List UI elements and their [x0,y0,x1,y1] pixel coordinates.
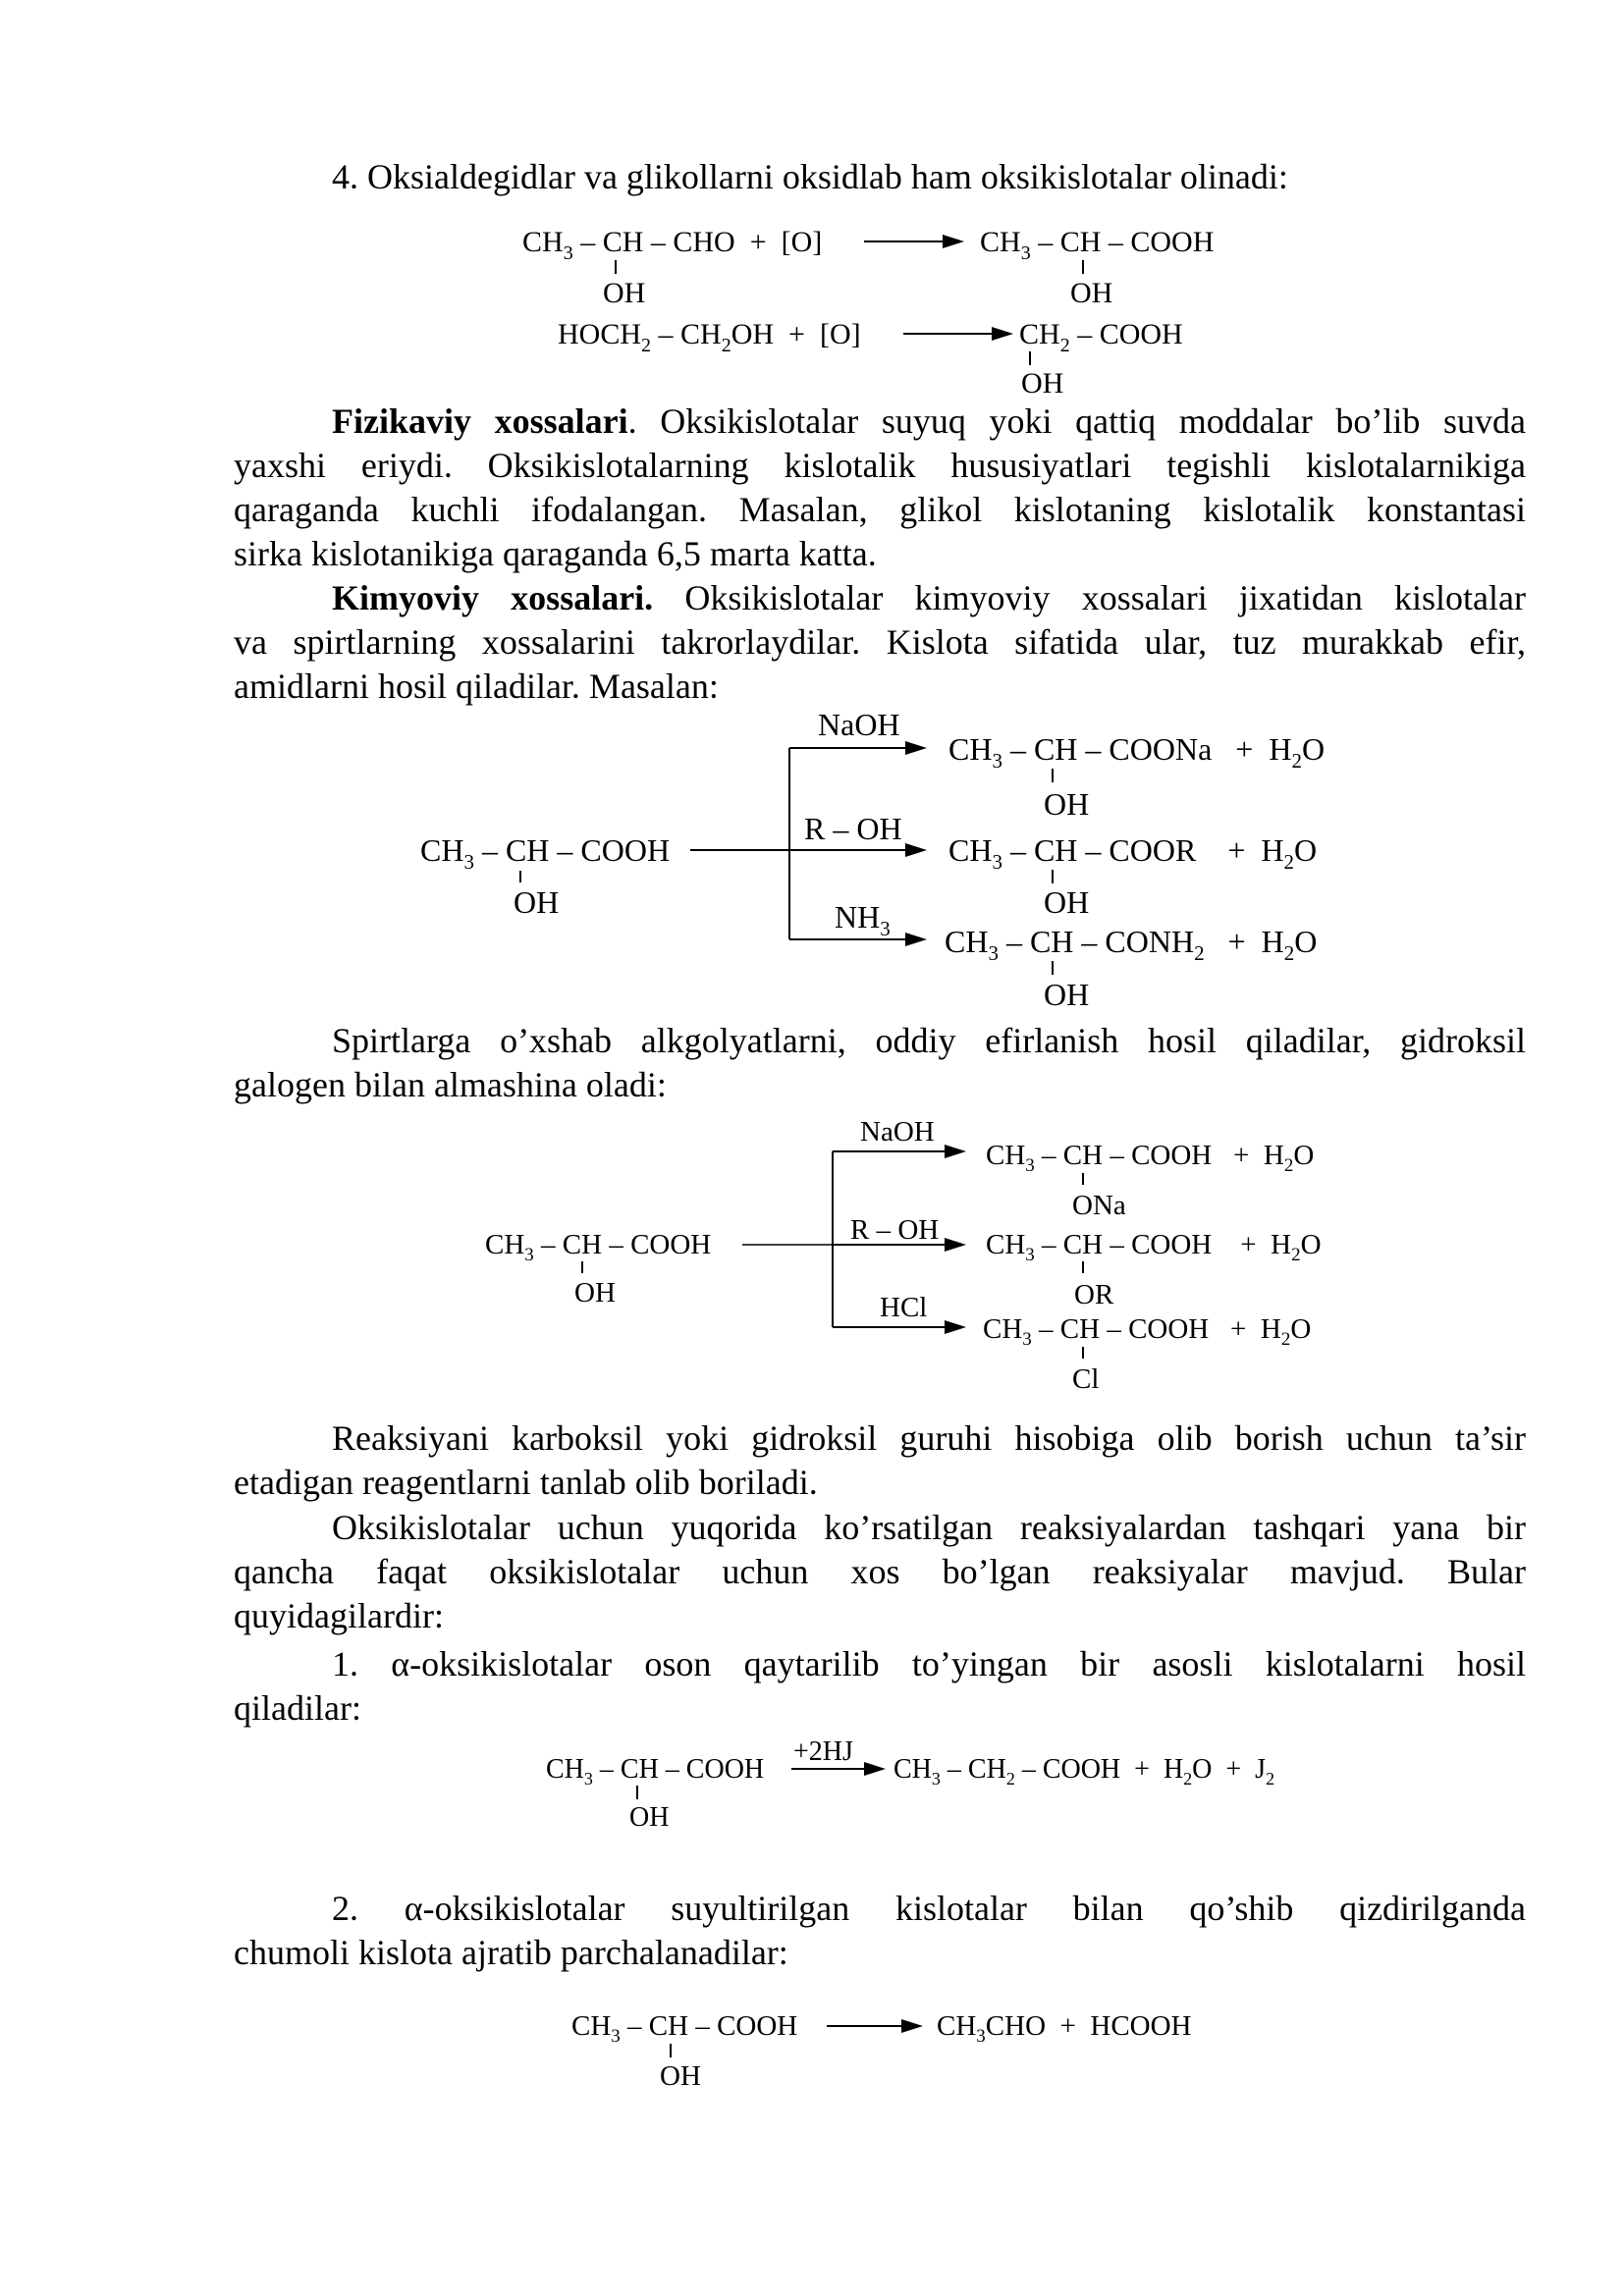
formula-segment: O [1301,731,1326,767]
formula-segment: CH [546,1754,584,1785]
formula-subscript: 3 [463,850,474,874]
formula-subscript: 3 [988,941,999,965]
formula-segment: CH [948,832,993,868]
formula-segment: CH [893,1754,932,1785]
eq4-arrowhead [901,2019,923,2033]
formula-subscript: 3 [563,242,573,264]
formula-segment: – CH – COOR + H [1001,832,1284,868]
scheme2-product-or: OR [1074,1279,1114,1310]
formula-segment: O [1293,832,1318,868]
formula-subscript: 2 [1283,850,1294,874]
formula-segment: O [1293,1140,1315,1171]
formula-segment: O + J [1192,1754,1267,1785]
formula-segment: CH [937,2010,977,2042]
formula-subscript: 3 [931,1769,941,1789]
eq4-right [937,2010,1192,2047]
formula-segment: CH [986,1140,1026,1171]
formula-segment: NH [835,899,881,934]
eq4-left [571,2010,797,2047]
specific-reactions-paragraph: Oksikislotalar uchun yuqorida ko’rsatilgan reaksiyalardan tashqari yana bir qancha faqat oksikislotalar uchun xos bo’lgan reaksiyalar mavjud. Bular quyidagilardir: [234,1508,1526,1635]
formula-segment: – CH – COOH [620,2010,798,2042]
eq2-right-oh: OH [1021,367,1064,400]
eq3-left-oh: OH [629,1802,670,1833]
formula-segment: R – OH [850,1214,940,1246]
scheme2-product-ona: ONa [1072,1190,1126,1221]
scheme1-product-ester-oh: OH [1044,884,1090,920]
formula-subscript: 3 [880,917,891,940]
formula-subscript: 2 [1283,941,1295,965]
formula-segment: CH [945,924,989,959]
reagents-paragraph: Reaksiyani karboksil yoki gidroksil guruhi hisobiga olib borish uchun ta’sir etadigan reagentlarni tanlab olib boriladi. [234,1418,1526,1502]
formula-subscript: 3 [992,850,1002,874]
formula-segment: CH [983,1313,1023,1345]
section-4-heading-text: 4. Oksialdegidlar va glikollarni oksidlab ham oksikislotalar olinadi: [332,157,1288,196]
formula-subscript: 2 [1283,1155,1294,1176]
formula-segment: CH [571,2010,612,2042]
formula-segment: – CH – COOH [1030,226,1215,258]
formula-segment: – CH [651,318,722,350]
physical-properties-paragraph: Fizikaviy xossalari. Oksikislotalar suyuq yoki qattiq moddalar bo’lib suvda yaxshi eriydi. Oksikislotalarning kislotalik hususiyatlari tegishli kislotalarnikiga qaraganda kuchli ifodalangan. Masalan, glikol kislotaning kislotalik konstantasi sirka kislotanikiga qaraganda 6,5 marta katta. [234,401,1526,573]
formula-subscript: 2 [1059,335,1070,356]
formula-segment: CHO + HCOOH [985,2010,1192,2042]
formula-subscript: 2 [641,335,652,356]
formula-subscript: 3 [1025,1245,1035,1265]
formula-subscript: 3 [611,2026,621,2047]
formula-segment: – CH – COOH [533,1229,712,1260]
formula-segment: – CH – CONH [998,924,1195,959]
formula-segment: – COOH + H [1014,1754,1184,1785]
formula-subscript: 3 [1025,1155,1035,1176]
formula-subscript: 3 [1020,242,1031,264]
item-2-paragraph: 2. α-oksikislotalar suyultirilgan kislotalar bilan qo’shib qizdirilganda chumoli kislota ajratib parchalanadilar: [234,1889,1526,1972]
formula-segment: HOCH [558,318,642,350]
formula-subscript: 3 [524,1245,534,1265]
formula-segment: – COOH [1069,318,1183,350]
formula-subscript: 2 [1183,1769,1193,1789]
scheme2-reactant-oh: OH [574,1277,616,1308]
formula-subscript: 2 [1194,941,1205,965]
formula-subscript: 2 [721,335,731,356]
alcohol-like-paragraph: Spirtlarga o’xshab alkgolyatlarni, oddiy efirlanish hosil qiladilar, gidroksil galogen bilan almashina oladi: [234,1021,1526,1104]
formula-segment: – CH – COOH + H [1031,1313,1281,1345]
formula-segment: – CH – COOH [592,1754,765,1785]
formula-segment: R – OH [804,811,902,846]
eq4-left-oh: OH [660,2060,701,2092]
formula-segment: CH [986,1229,1026,1260]
formula-segment: CH [1019,318,1060,350]
formula-subscript: 2 [1291,1245,1301,1265]
formula-segment: – CH – COOH + H [1034,1140,1284,1171]
scheme1-product-salt-oh: OH [1044,786,1090,822]
eq1-right-oh: OH [1070,277,1113,309]
formula-segment: O [1294,924,1318,959]
formula-segment: NaOH [860,1116,935,1148]
formula-segment: HCl [880,1292,928,1323]
eq3-reagent: +2HJ [793,1736,853,1767]
formula-subscript: 3 [1022,1329,1032,1350]
formula-segment: O [1290,1313,1312,1345]
chemical-properties-paragraph: Kimyoviy xossalari. Oksikislotalar kimyoviy xossalari jixatidan kislotalar va spirtlarning xossalarini takrorlaydilar. Kislota sifatida ular, tuz murakkab efir, amidlarni hosil qiladilar. Masalan: [234,578,1526,706]
formula-segment: O [1300,1229,1322,1260]
formula-segment: – CH – COOH [473,832,671,868]
formula-segment: – CH – CHO + [O] [572,226,823,258]
formula-segment: + H [1204,924,1284,959]
formula-subscript: 2 [1280,1329,1291,1350]
physical-properties-title: Fizikaviy xossalari [332,401,628,441]
formula-segment: CH [420,832,464,868]
formula-subscript: 2 [1266,1769,1275,1789]
scheme2-product-cl: Cl [1072,1363,1100,1395]
formula-subscript: 2 [1005,1769,1015,1789]
eq1-left-oh: OH [603,277,646,309]
formula-subscript: 3 [583,1769,593,1789]
chemical-properties-title: Kimyoviy xossalari. [332,578,654,617]
formula-segment: CH [980,226,1021,258]
scheme1-product-amide-oh: OH [1044,977,1090,1012]
formula-subscript: 2 [1291,749,1302,773]
scheme1-reactant-oh: OH [514,884,560,920]
formula-subscript: 3 [992,749,1002,773]
formula-segment: – CH [940,1754,1006,1785]
formula-subscript: 3 [976,2026,986,2047]
formula-segment: – CH – COOH + H [1034,1229,1292,1260]
formula-segment: CH [522,226,564,258]
formula-segment: – CH – COONa + H [1001,731,1292,767]
formula-segment: OH + [O] [731,318,861,350]
formula-segment: CH [485,1229,525,1260]
item-1-paragraph: 1. α-oksikislotalar oson qaytarilib to’yingan bir asosli kislotalarni hosil qiladilar: [234,1644,1526,1728]
formula-segment: NaOH [818,707,900,742]
formula-segment: CH [948,731,993,767]
